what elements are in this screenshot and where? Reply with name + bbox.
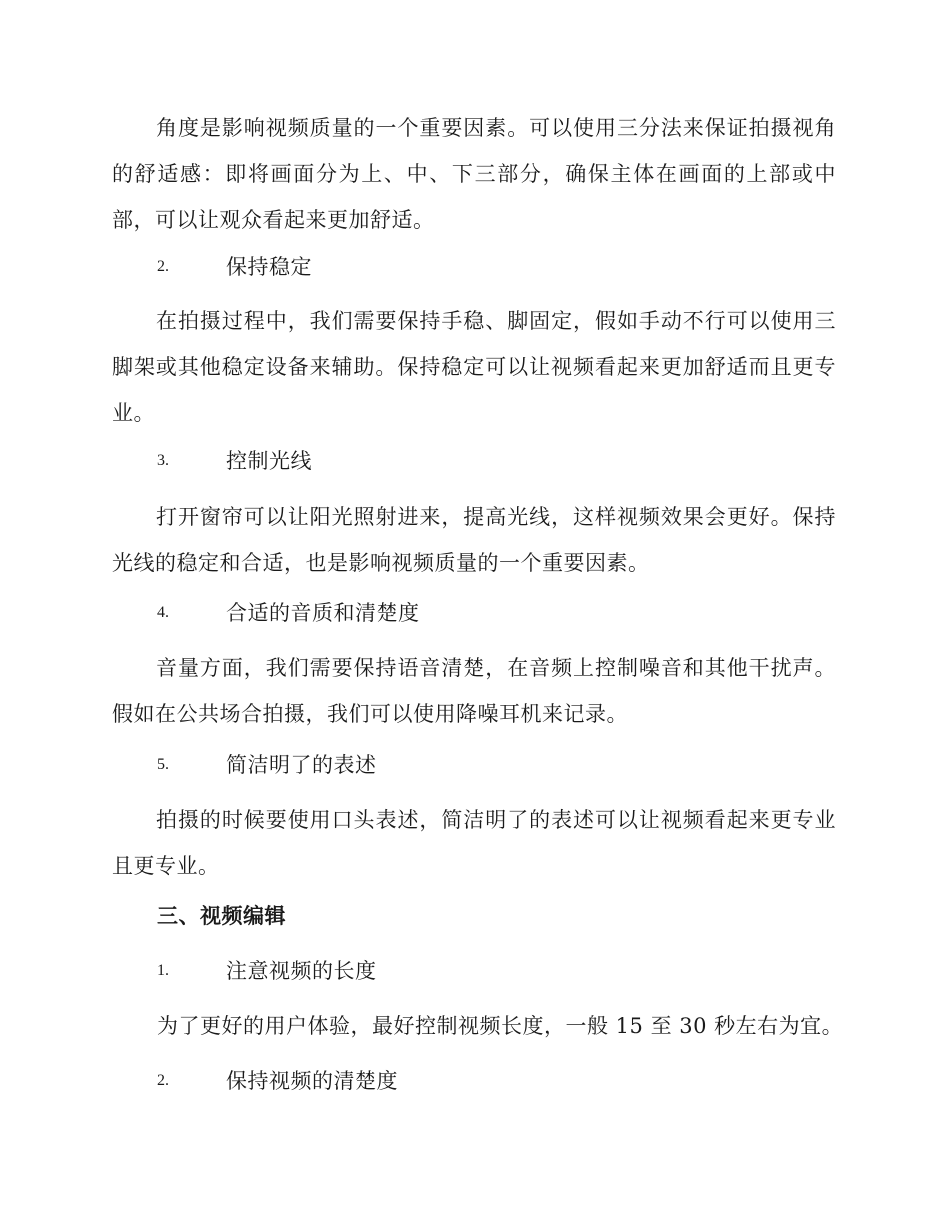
list-label: 简洁明了的表述: [226, 753, 377, 777]
paragraph-expression: 拍摄的时候要使用口头表述，简洁明了的表述可以让视频看起来更专业且更专业。: [112, 808, 836, 878]
list-number: 2.: [157, 258, 169, 275]
list-label: 注意视频的长度: [226, 959, 377, 983]
list-label: 控制光线: [226, 449, 312, 473]
list-label: 保持视频的清楚度: [226, 1069, 398, 1093]
paragraph-audio: 音量方面，我们需要保持语音清楚，在音频上控制噪音和其他干扰声。假如在公共场合拍摄，我们可以使用降噪耳机来记录。: [112, 656, 836, 726]
list-number: 1.: [157, 962, 169, 979]
list-number: 2.: [157, 1072, 169, 1089]
list-label: 合适的音质和清楚度: [226, 601, 420, 625]
paragraph-length: 为了更好的用户体验，最好控制视频长度，一般 15 至 30 秒左右为宜。: [157, 1014, 844, 1038]
paragraph-stability: 在拍摄过程中，我们需要保持手稳、脚固定，假如手动不行可以使用三脚架或其他稳定设备来辅助。保持稳定可以让视频看起来更加舒适而且更专业。: [112, 309, 836, 425]
paragraph-lighting: 打开窗帘可以让阳光照射进来，提高光线，这样视频效果会更好。保持光线的稳定和合适，也是影响视频质量的一个重要因素。: [112, 505, 836, 575]
paragraph-angle: 角度是影响视频质量的一个重要因素。可以使用三分法来保证拍摄视角的舒适感：即将画面分为上、中、下三部分，确保主体在画面的上部或中部，可以让观众看起来更加舒适。: [112, 116, 836, 232]
list-label: 保持稳定: [226, 255, 312, 279]
list-number: 3.: [157, 452, 169, 469]
list-number: 4.: [157, 604, 169, 621]
list-number: 5.: [157, 756, 169, 773]
section-heading: 三、视频编辑: [157, 904, 286, 928]
